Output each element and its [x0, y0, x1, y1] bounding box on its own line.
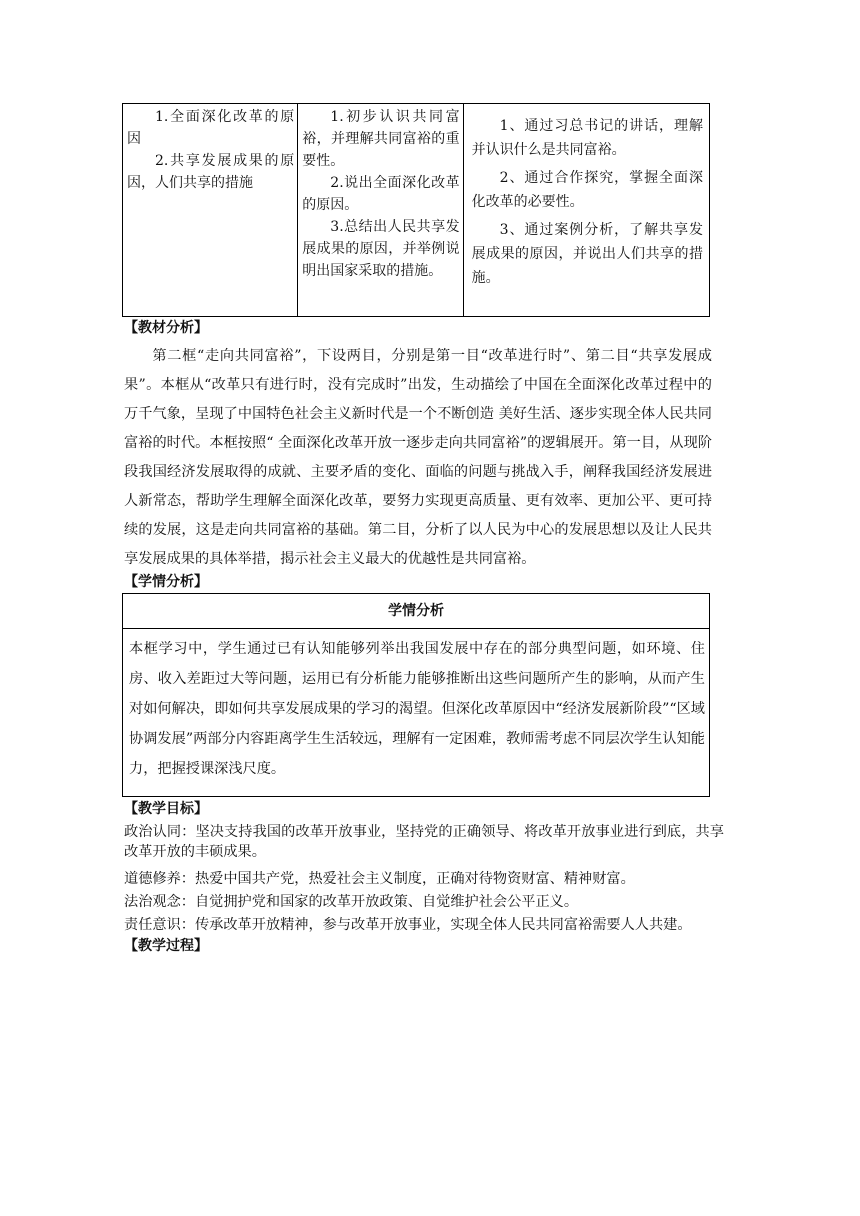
- textbook-analysis-body: 第二框“走向共同富裕”，下设两目，分别是第一目“改革进行时”、第二目“共享发展成果”。本框从“改革只有进行时，没有完成时”出发，生动描绘了中国在全面深化改革过程中的万千气象，呈现了中国特色社会主义新时代是一个不断创造 美好生活、逐步实现全体人民共同富裕的时代。本框按照“ 全面深化改革开放一逐步走向共同富裕”的逻辑展开。第一目，从现阶段我国经济发展取得的成就、主要矛盾的变化、面临的问题与挑战入手，阐释我国经济发展进人新常态，帮助学生理解全面深化改革，要努力实现更高质量、更有效率、更加公平、更可持续的发展，这是走向共同富裕的基础。第二目，分析了以人民为中心的发展思想以及让人民共享发展成果的具体举措，揭示社会主义最大的优越性是共同富裕。: [124, 348, 712, 567]
- requirement-1: 1.初步认识共同富裕，并理解共同富裕的重要性。: [302, 109, 460, 169]
- student-analysis-box-title: 学情分析: [123, 594, 709, 629]
- objectives-table: [122, 103, 710, 317]
- goal-moral-cultivation: 道德修养：热爱中国共产党，热爱社会主义制度，正确对待物资财富、精神财富。: [124, 871, 635, 887]
- table-cell-requirements: [298, 104, 463, 317]
- table-cell-methods: [463, 104, 709, 317]
- key-point-1: 1.全面深化改革的原因: [127, 109, 295, 147]
- textbook-analysis-heading: 【教材分析】: [124, 320, 208, 336]
- student-analysis-body: 本框学习中，学生通过已有认知能够列举出我国发展中存在的部分典型问题，如环境、住房、收入差距过大等问题，运用已有分析能力能够推断出这些问题所产生的影响，从而产生对如何解决，即如何共享发展成果的学习的渴望。但深化改革原因中“经济发展新阶段”“区域协调发展”两部分内容距离学生生活较远，理解有一定困难，教师需考虑不同层次学生认知能力，把握授课深浅尺度。: [129, 641, 705, 777]
- requirement-2: 2.说出全面深化改革的原因。: [302, 175, 460, 213]
- student-analysis-heading: 【学情分析】: [124, 574, 208, 590]
- method-1: 1、通过习总书记的讲话，理解并认识什么是共同富裕。: [471, 118, 703, 158]
- teaching-goals-heading: 【教学目标】: [124, 801, 208, 817]
- key-point-2: 2.共享发展成果的原因，人们共享的措施: [127, 153, 295, 191]
- goal-responsibility: 责任意识：传承改革开放精神，参与改革开放事业，实现全体人民共同富裕需要人人共建。: [124, 917, 692, 933]
- requirement-3: 3.总结出人民共享发展成果的原因，并举例说明出国家采取的措施。: [302, 219, 460, 279]
- method-3: 3、通过案例分析，了解共享发展成果的原因，并说出人们共享的措施。: [471, 222, 703, 286]
- method-2: 2、通过合作探究，掌握全面深化改革的必要性。: [471, 170, 703, 210]
- table-cell-key-points: [123, 104, 298, 317]
- table-row: [123, 104, 710, 317]
- teaching-process-heading: 【教学过程】: [124, 938, 208, 954]
- goal-political-identity: 政治认同：坚决支持我国的改革开放事业，坚持党的正确领导、将改革开放事业进行到底，共享改革开放的丰硕成果。: [124, 824, 724, 860]
- goal-rule-of-law: 法治观念：自觉拥护党和国家的改革开放政策、自觉维护社会公平正义。: [124, 894, 579, 910]
- student-analysis-box: [122, 593, 710, 797]
